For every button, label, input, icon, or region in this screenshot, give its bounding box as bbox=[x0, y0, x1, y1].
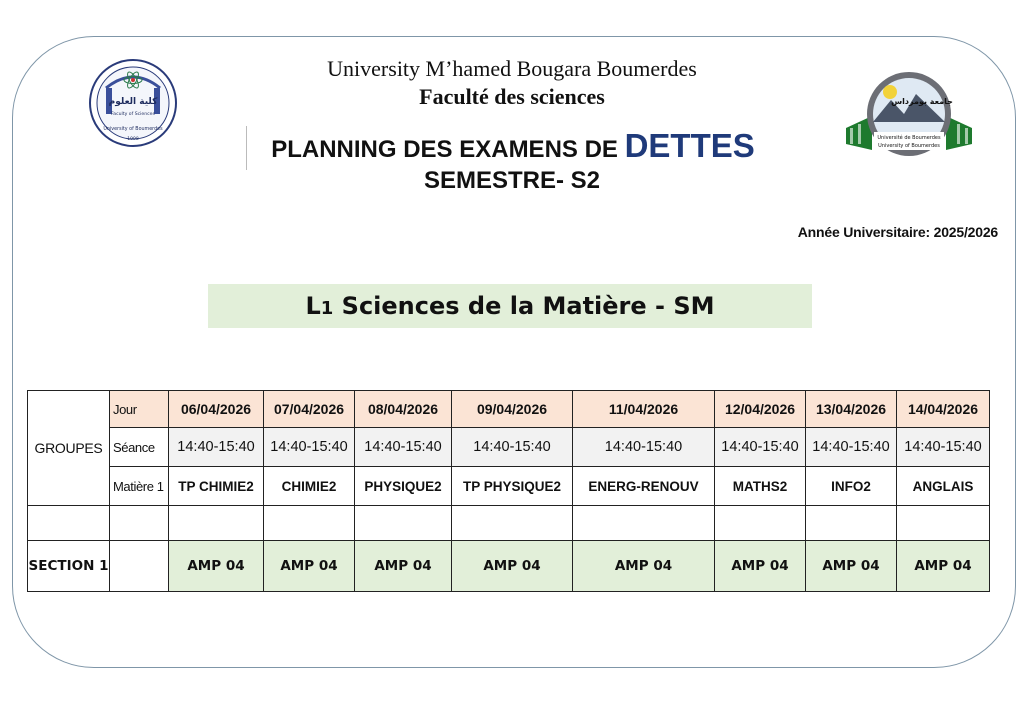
subject-cell: INFO2 bbox=[806, 467, 897, 506]
level-label: Sciences de la Matière - SM bbox=[333, 292, 715, 320]
page-title bbox=[246, 126, 779, 170]
subject-cell: PHYSIQUE2 bbox=[355, 467, 452, 506]
faculty-seal-english: Faculty of Sciences bbox=[111, 112, 155, 117]
subject-cell: CHIMIE2 bbox=[264, 467, 355, 506]
subject-cell: ENERG-RENOUV bbox=[573, 467, 715, 506]
room-cell: AMP 04 bbox=[452, 541, 573, 592]
faculty-seal-ring-text: University of Boumerdes bbox=[103, 127, 163, 132]
blank-cell bbox=[573, 506, 715, 541]
blank-cell bbox=[897, 506, 990, 541]
blank-cell bbox=[452, 506, 573, 541]
row-label-matiere: Matière 1 bbox=[110, 467, 169, 506]
date-cell: 07/04/2026 bbox=[264, 391, 355, 428]
subject-cell: ANGLAIS bbox=[897, 467, 990, 506]
time-cell: 14:40-15:40 bbox=[897, 428, 990, 467]
room-cell: AMP 04 bbox=[264, 541, 355, 592]
row-label-seance: Séance bbox=[110, 428, 169, 467]
blank-cell bbox=[110, 506, 169, 541]
subject-cell: TP CHIMIE2 bbox=[169, 467, 264, 506]
time-cell: 14:40-15:40 bbox=[715, 428, 806, 467]
row-blank bbox=[28, 506, 990, 541]
blank-cell bbox=[264, 506, 355, 541]
time-cell: 14:40-15:40 bbox=[452, 428, 573, 467]
date-cell: 09/04/2026 bbox=[452, 391, 573, 428]
date-cell: 11/04/2026 bbox=[573, 391, 715, 428]
date-cell: 12/04/2026 bbox=[715, 391, 806, 428]
room-cell: AMP 04 bbox=[169, 541, 264, 592]
row-matiere bbox=[28, 467, 990, 506]
date-cell: 14/04/2026 bbox=[897, 391, 990, 428]
university-emblem-arabic: جامعة بومرداس bbox=[891, 97, 953, 106]
blank-cell bbox=[28, 506, 110, 541]
level-number: 1 bbox=[320, 298, 334, 319]
blank-cell bbox=[169, 506, 264, 541]
subject-cell: TP PHYSIQUE2 bbox=[452, 467, 573, 506]
title-main: PLANNING DES EXAMENS DE bbox=[271, 136, 618, 163]
section-label: SECTION 1 bbox=[28, 541, 110, 592]
date-cell: 06/04/2026 bbox=[169, 391, 264, 428]
date-cell: 08/04/2026 bbox=[355, 391, 452, 428]
faculty-name: Faculté des sciences bbox=[419, 84, 605, 109]
time-cell: 14:40-15:40 bbox=[806, 428, 897, 467]
blank-cell bbox=[715, 506, 806, 541]
time-cell: 14:40-15:40 bbox=[169, 428, 264, 467]
subject-cell: MATHS2 bbox=[715, 467, 806, 506]
room-cell: AMP 04 bbox=[806, 541, 897, 592]
faculty-seal-arabic: كلية العلوم bbox=[108, 97, 158, 107]
row-jour bbox=[28, 391, 990, 428]
academic-year: Année Universitaire: 2025/2026 bbox=[797, 224, 998, 240]
university-name: University M’hamed Bougara Boumerdes bbox=[327, 56, 697, 81]
faculty-seal-logo bbox=[88, 58, 178, 148]
university-emblem-french: Université de Boumerdes bbox=[877, 135, 941, 141]
row-section-1 bbox=[28, 541, 990, 592]
room-cell: AMP 04 bbox=[715, 541, 806, 592]
time-cell: 14:40-15:40 bbox=[573, 428, 715, 467]
university-emblem-english: University of Boumerdes bbox=[878, 143, 940, 149]
blank-cell bbox=[110, 541, 169, 592]
time-cell: 14:40-15:40 bbox=[355, 428, 452, 467]
blank-cell bbox=[355, 506, 452, 541]
row-label-jour: Jour bbox=[110, 391, 169, 428]
blank-cell bbox=[806, 506, 897, 541]
time-cell: 14:40-15:40 bbox=[264, 428, 355, 467]
level-banner bbox=[208, 284, 812, 328]
room-cell: AMP 04 bbox=[573, 541, 715, 592]
level-prefix: L bbox=[305, 292, 321, 320]
university-emblem-logo bbox=[846, 70, 972, 162]
title-accent: DETTES bbox=[624, 127, 755, 164]
room-cell: AMP 04 bbox=[355, 541, 452, 592]
semester-title: SEMESTRE- S2 bbox=[423, 167, 601, 194]
exam-schedule-table bbox=[27, 390, 990, 592]
row-seance bbox=[28, 428, 990, 467]
date-cell: 13/04/2026 bbox=[806, 391, 897, 428]
groups-header: GROUPES bbox=[28, 391, 110, 506]
room-cell: AMP 04 bbox=[897, 541, 990, 592]
faculty-seal-year: 1998 bbox=[127, 137, 139, 142]
